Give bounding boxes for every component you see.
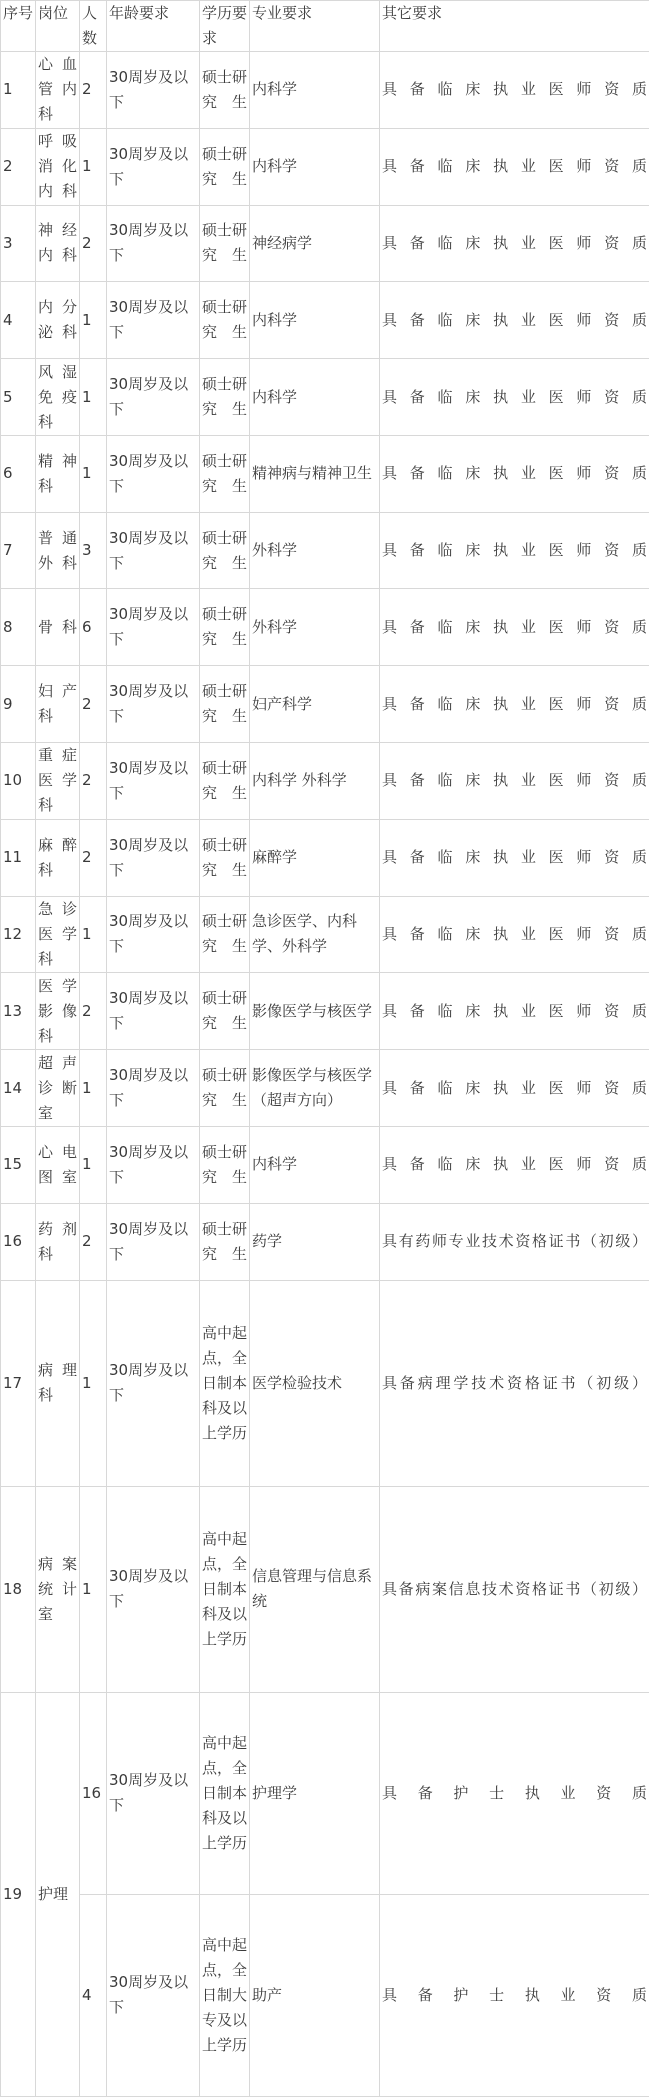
cell-no: 4 (1, 282, 36, 359)
cell-other: 具备临床执业医师资质 (380, 666, 649, 743)
header-cell-age: 年龄要求 (107, 1, 200, 52)
cell-post: 内分泌科 (36, 282, 80, 359)
cell-count: 2 (80, 666, 107, 743)
cell-major: 内科学 (250, 359, 380, 436)
cell-other: 具备病案信息技术资格证书（初级） (380, 1486, 649, 1692)
cell-age: 30周岁及以下 (107, 1050, 200, 1127)
table-row (1, 1692, 649, 1894)
cell-other: 具备临床执业医师资质 (380, 128, 649, 205)
table-body (1, 52, 649, 2097)
table-row (1, 1894, 649, 2096)
cell-age: 30周岁及以下 (107, 819, 200, 896)
cell-post: 骨科 (36, 589, 80, 666)
cell-other: 具备临床执业医师资质 (380, 589, 649, 666)
cell-age: 30周岁及以下 (107, 1126, 200, 1203)
cell-other: 具备临床执业医师资质 (380, 819, 649, 896)
cell-age: 30周岁及以下 (107, 973, 200, 1050)
header-row (1, 1, 649, 52)
cell-no: 19 (1, 1692, 36, 2096)
cell-education: 硕士研究生 (200, 743, 250, 820)
cell-other: 具备护士执业资质 (380, 1894, 649, 2096)
table-row (1, 1050, 649, 1127)
cell-no: 7 (1, 512, 36, 589)
cell-count: 3 (80, 512, 107, 589)
cell-count: 1 (80, 1050, 107, 1127)
cell-post: 妇产科 (36, 666, 80, 743)
table-row (1, 52, 649, 129)
header-cell-education: 学历要求 (200, 1, 250, 52)
cell-age: 30周岁及以下 (107, 52, 200, 129)
cell-education: 硕士研究生 (200, 1126, 250, 1203)
table-row (1, 128, 649, 205)
cell-other: 具备临床执业医师资质 (380, 512, 649, 589)
cell-major: 医学检验技术 (250, 1280, 380, 1486)
cell-age: 30周岁及以下 (107, 1280, 200, 1486)
cell-education: 硕士研究生 (200, 128, 250, 205)
cell-education: 硕士研究生 (200, 666, 250, 743)
cell-age: 30周岁及以下 (107, 1894, 200, 2096)
cell-other: 具备临床执业医师资质 (380, 743, 649, 820)
cell-age: 30周岁及以下 (107, 512, 200, 589)
table-row (1, 359, 649, 436)
cell-count: 1 (80, 359, 107, 436)
cell-education: 硕士研究生 (200, 282, 250, 359)
cell-post: 急诊医学科 (36, 896, 80, 973)
cell-count: 4 (80, 1894, 107, 2096)
cell-no: 17 (1, 1280, 36, 1486)
cell-no: 8 (1, 589, 36, 666)
cell-no: 2 (1, 128, 36, 205)
cell-other: 具备临床执业医师资质 (380, 282, 649, 359)
cell-other: 具备临床执业医师资质 (380, 435, 649, 512)
cell-age: 30周岁及以下 (107, 359, 200, 436)
cell-post: 重症医学科 (36, 743, 80, 820)
cell-no: 10 (1, 743, 36, 820)
cell-no: 5 (1, 359, 36, 436)
cell-major: 内科学 (250, 52, 380, 129)
cell-education: 高中起点，全日制大专及以上学历 (200, 1894, 250, 2096)
cell-post: 麻醉科 (36, 819, 80, 896)
cell-count: 2 (80, 743, 107, 820)
cell-education: 硕士研究生 (200, 435, 250, 512)
cell-no: 6 (1, 435, 36, 512)
cell-count: 2 (80, 205, 107, 282)
cell-count: 2 (80, 819, 107, 896)
table-row (1, 896, 649, 973)
cell-major: 内科学 (250, 282, 380, 359)
header-cell-other: 其它要求 (380, 1, 649, 52)
cell-education: 硕士研究生 (200, 896, 250, 973)
header-cell-major: 专业要求 (250, 1, 380, 52)
cell-age: 30周岁及以下 (107, 743, 200, 820)
cell-major: 神经病学 (250, 205, 380, 282)
cell-major: 护理学 (250, 1692, 380, 1894)
cell-post: 药剂科 (36, 1203, 80, 1280)
table-row (1, 743, 649, 820)
table-row (1, 1486, 649, 1692)
cell-age: 30周岁及以下 (107, 896, 200, 973)
header-cell-post: 岗位 (36, 1, 80, 52)
table-row (1, 666, 649, 743)
header-cell-no: 序号 (1, 1, 36, 52)
cell-education: 硕士研究生 (200, 819, 250, 896)
cell-count: 1 (80, 896, 107, 973)
cell-other: 具备临床执业医师资质 (380, 896, 649, 973)
cell-no: 9 (1, 666, 36, 743)
cell-post: 呼吸消化内科 (36, 128, 80, 205)
cell-major: 信息管理与信息系统 (250, 1486, 380, 1692)
cell-education: 硕士研究生 (200, 205, 250, 282)
cell-no: 15 (1, 1126, 36, 1203)
table-row (1, 589, 649, 666)
cell-education: 硕士研究生 (200, 1203, 250, 1280)
cell-no: 18 (1, 1486, 36, 1692)
cell-count: 1 (80, 282, 107, 359)
cell-age: 30周岁及以下 (107, 666, 200, 743)
cell-post: 心血管内科 (36, 52, 80, 129)
cell-no: 3 (1, 205, 36, 282)
cell-age: 30周岁及以下 (107, 282, 200, 359)
cell-major: 内科学 (250, 128, 380, 205)
cell-other: 具备临床执业医师资质 (380, 1050, 649, 1127)
cell-major: 影像医学与核医学 (250, 973, 380, 1050)
cell-education: 硕士研究生 (200, 512, 250, 589)
cell-major: 麻醉学 (250, 819, 380, 896)
cell-other: 具有药师专业技术资格证书（初级） (380, 1203, 649, 1280)
cell-major: 影像医学与核医学（超声方向） (250, 1050, 380, 1127)
cell-no: 12 (1, 896, 36, 973)
cell-major: 药学 (250, 1203, 380, 1280)
cell-post: 病理科 (36, 1280, 80, 1486)
table-row (1, 819, 649, 896)
cell-major: 助产 (250, 1894, 380, 2096)
cell-major: 急诊医学、内科学、外科学 (250, 896, 380, 973)
cell-age: 30周岁及以下 (107, 1486, 200, 1692)
cell-post: 风湿免疫科 (36, 359, 80, 436)
table-row (1, 1280, 649, 1486)
cell-age: 30周岁及以下 (107, 205, 200, 282)
cell-age: 30周岁及以下 (107, 1203, 200, 1280)
cell-post: 神经内科 (36, 205, 80, 282)
cell-no: 11 (1, 819, 36, 896)
cell-age: 30周岁及以下 (107, 128, 200, 205)
cell-count: 2 (80, 973, 107, 1050)
cell-post: 医学影像科 (36, 973, 80, 1050)
cell-major: 妇产科学 (250, 666, 380, 743)
cell-count: 1 (80, 1126, 107, 1203)
cell-count: 16 (80, 1692, 107, 1894)
cell-count: 1 (80, 1280, 107, 1486)
cell-no: 1 (1, 52, 36, 129)
cell-education: 硕士研究生 (200, 589, 250, 666)
cell-age: 30周岁及以下 (107, 435, 200, 512)
table-row (1, 1203, 649, 1280)
cell-no: 16 (1, 1203, 36, 1280)
cell-education: 硕士研究生 (200, 52, 250, 129)
cell-post: 普通外科 (36, 512, 80, 589)
cell-education: 硕士研究生 (200, 359, 250, 436)
cell-major: 内科学 外科学 (250, 743, 380, 820)
cell-no: 14 (1, 1050, 36, 1127)
cell-count: 2 (80, 1203, 107, 1280)
cell-major: 内科学 (250, 1126, 380, 1203)
cell-other: 具备护士执业资质 (380, 1692, 649, 1894)
table-row (1, 435, 649, 512)
table-row (1, 205, 649, 282)
cell-count: 1 (80, 1486, 107, 1692)
cell-count: 6 (80, 589, 107, 666)
cell-other: 具备临床执业医师资质 (380, 1126, 649, 1203)
cell-education: 高中起点，全日制本科及以上学历 (200, 1486, 250, 1692)
cell-education: 硕士研究生 (200, 1050, 250, 1127)
cell-major: 外科学 (250, 589, 380, 666)
cell-age: 30周岁及以下 (107, 589, 200, 666)
header-cell-count: 人数 (80, 1, 107, 52)
cell-count: 1 (80, 435, 107, 512)
cell-other: 具备临床执业医师资质 (380, 973, 649, 1050)
cell-post: 心电图室 (36, 1126, 80, 1203)
cell-post: 超声诊断室 (36, 1050, 80, 1127)
cell-post: 护理 (36, 1692, 80, 2096)
cell-other: 具备病理学技术资格证书（初级） (380, 1280, 649, 1486)
cell-education: 硕士研究生 (200, 973, 250, 1050)
cell-major: 外科学 (250, 512, 380, 589)
cell-count: 1 (80, 128, 107, 205)
cell-education: 高中起点，全日制本科及以上学历 (200, 1280, 250, 1486)
table-row (1, 1126, 649, 1203)
cell-post: 精神科 (36, 435, 80, 512)
cell-other: 具备临床执业医师资质 (380, 52, 649, 129)
cell-other: 具备临床执业医师资质 (380, 359, 649, 436)
table-row (1, 282, 649, 359)
cell-education: 高中起点，全日制本科及以上学历 (200, 1692, 250, 1894)
cell-no: 13 (1, 973, 36, 1050)
table-row (1, 512, 649, 589)
cell-other: 具备临床执业医师资质 (380, 205, 649, 282)
table-row (1, 973, 649, 1050)
cell-age: 30周岁及以下 (107, 1692, 200, 1894)
cell-count: 2 (80, 52, 107, 129)
cell-major: 精神病与精神卫生 (250, 435, 380, 512)
cell-post: 病案统计室 (36, 1486, 80, 1692)
